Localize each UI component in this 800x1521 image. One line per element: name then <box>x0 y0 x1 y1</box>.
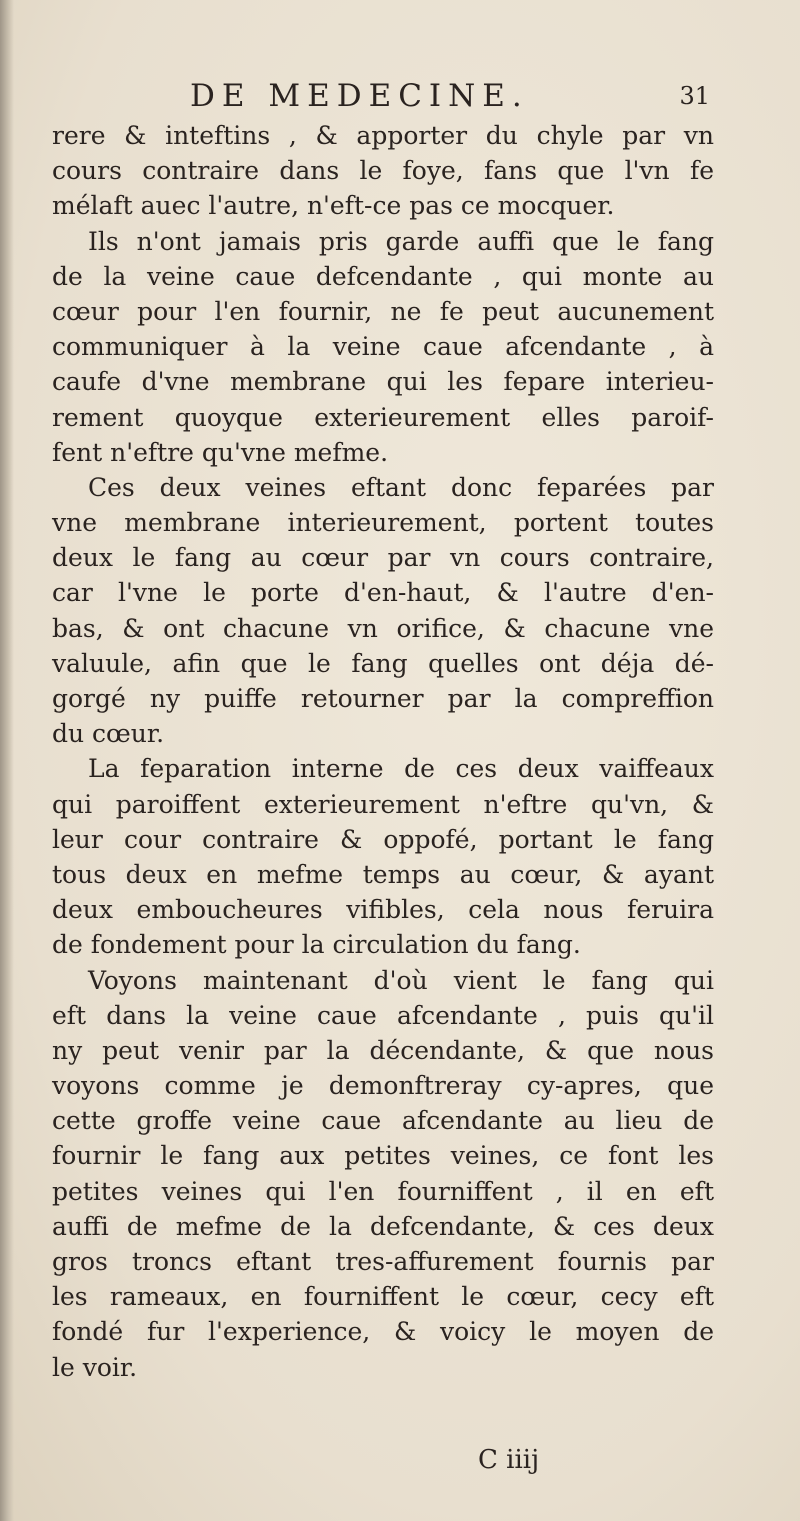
text-line: les rameaux, en fourniffent le cœur, cecy eft <box>52 1282 714 1312</box>
text-line: Voyons maintenant d'où vient le fang qui <box>88 965 714 995</box>
text-line: valuule, afin que le fang quelles ont déja dé- <box>52 648 714 678</box>
text-line: deux le fang au cœur par vn cours contraire, <box>52 543 714 573</box>
text-line: cette groffe veine caue afcendante au lieu de <box>52 1106 714 1136</box>
text-line: cours contraire dans le foye, fans que l'vn fe <box>52 156 714 186</box>
text-line: communiquer à la veine caue afcendante , à <box>52 332 714 362</box>
text-line: cœur pour l'en fournir, ne fe peut aucunement <box>52 296 714 326</box>
text-line: gros troncs eftant tres-affurement fournis par <box>52 1247 714 1276</box>
text-line: tous deux en mefme temps au cœur, & ayant <box>52 859 714 889</box>
text-line: bas, & ont chacune vn orifice, & chacune vne <box>52 613 714 643</box>
text-line: car l'vne le porte d'en-haut, & l'autre d'en- <box>52 578 714 608</box>
text-line: le voir. <box>52 1352 138 1382</box>
text-line: du cœur. <box>52 719 165 749</box>
text-line: voyons comme je demonftreray cy-apres, que <box>52 1071 714 1101</box>
text-line: qui paroiffent exterieurement n'eftre qu'vn, & <box>52 789 714 819</box>
text-line: Ces deux veines eftant donc feparées par <box>88 472 714 502</box>
text-line: auffi de mefme de la defcendante, & ces deux <box>52 1211 714 1241</box>
text-line: deux emboucheures vifibles, cela nous feruira <box>52 895 714 925</box>
text-line: fent n'eftre qu'vne mefme. <box>52 437 389 467</box>
text-line: de la veine caue defcendante , qui monte au <box>52 261 714 291</box>
text-line: fournir le fang aux petites veines, ce font les <box>52 1141 714 1171</box>
page-gutter-shadow <box>0 0 14 1521</box>
text-line: Ils n'ont jamais pris garde auffi que le fang <box>88 226 714 256</box>
text-line: leur cour contraire & oppofé, portant le fang <box>52 824 714 854</box>
text-line: fondé fur l'experience, & voicy le moyen de <box>52 1317 714 1347</box>
text-line: ny peut venir par la décendante, & que nous <box>52 1035 714 1065</box>
signature-mark: C iiij <box>478 1445 540 1475</box>
running-title: DE MEDECINE. <box>190 78 529 114</box>
text-line: La feparation interne de ces deux vaiffeaux <box>88 754 714 784</box>
text-line: rere & inteftins , & apporter du chyle par vn <box>52 121 714 150</box>
text-line: vne membrane interieurement, portent toutes <box>52 508 714 538</box>
text-line: de fondement pour la circulation du fang. <box>52 930 581 960</box>
text-line: eft dans la veine caue afcendante , puis qu'il <box>52 1000 714 1030</box>
page-header <box>190 74 710 118</box>
page-number: 31 <box>679 82 710 110</box>
text-line: gorgé ny puiffe retourner par la compreffion <box>52 684 714 713</box>
body-text <box>52 118 714 1385</box>
text-line: caufe d'vne membrane qui les fepare interieu- <box>52 367 714 397</box>
text-line: mélaft auec l'autre, n'eft-ce pas ce mocquer. <box>52 191 615 221</box>
text-line: petites veines qui l'en fourniffent , il en eft <box>52 1176 714 1206</box>
text-line: rement quoyque exterieurement elles paroif- <box>52 402 714 432</box>
